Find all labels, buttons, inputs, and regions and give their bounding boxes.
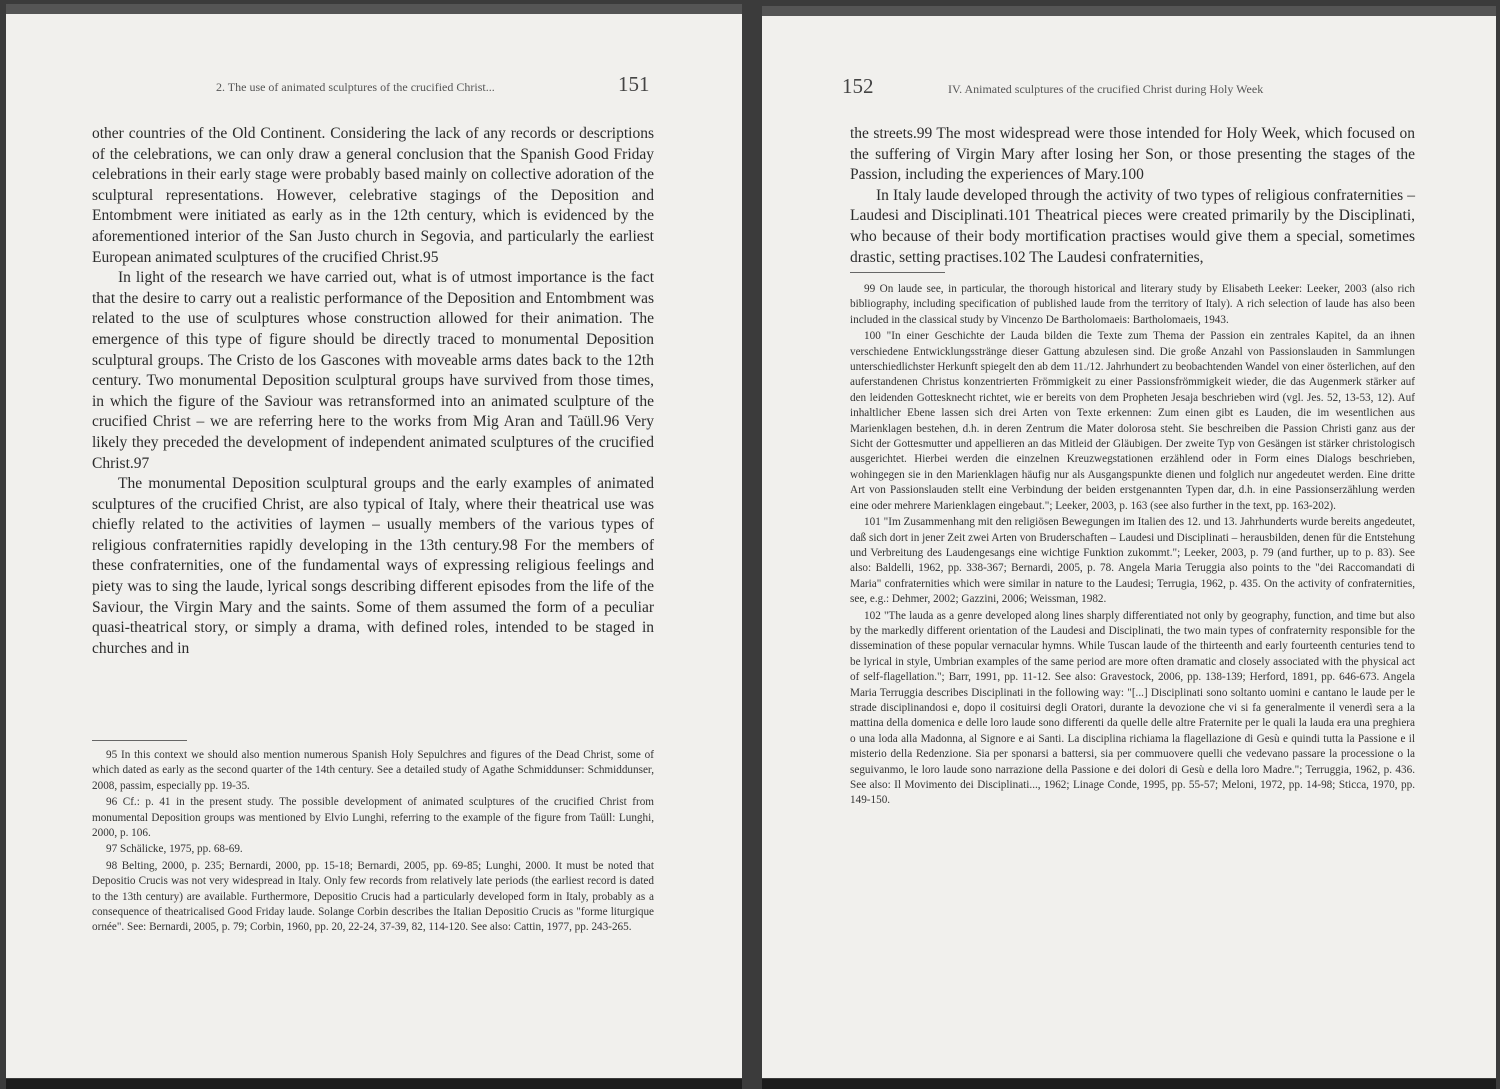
page-number: 151 (618, 72, 650, 96)
paragraph: The monumental Deposition sculptural groups and the early examples of animated sculptures of the crucified Christ, are also typical of Italy, where their theatrical use was chiefly related to the activities of laymen – usually members of the various types of religious confraternities rapidly developing in the 13th century.98 For the members of these confraternities, one of the fundamental ways of expressing religious feelings and piety was to sing the laude, lyrical songs describing different episodes from the life of the Saviour, the Virgin Mary and the saints. Some of them assumed the form of a peculiar quasi-theatrical story, or simply a drama, with defined roles, intended to be staged in churches and in (92, 475, 654, 657)
paragraph: the streets.99 The most widespread were those intended for Holy Week, which focused on the suffering of Virgin Mary after losing her Son, or those presenting the stages of the Passion, including the experiences of Mary.100 (850, 125, 1415, 184)
main-text (850, 124, 1415, 268)
paragraph: In light of the research we have carried out, what is of utmost importance is the fact that the desire to carry out a realistic performance of the Deposition and Entombment was related to the use of sculptures whose construction allowed for their animation. The emergence of this type of figure should be directly traced to monumental Deposition sculptural groups. The Cristo de los Gascones with moveable arms dates back to the 12th century. Two monumental Deposition sculptural groups have survived from those times, in which the figure of the Saviour was retransformed into an animated sculpture of the crucified Christ – we are referring here to the works from Mig Aran and Taüll.96 Very likely they preceded the development of independent animated sculptures of the crucified Christ.97 (92, 269, 654, 472)
paragraph: other countries of the Old Continent. Considering the lack of any records or descriptions of the celebrations, we can only draw a general conclusion that the Spanish Good Friday celebrations in their early stage were probably based mainly on collective adoration of the sculptural representations. However, celebrative stagings of the Deposition and Entombment were initiated as early as in the 12th century, which is evidenced by the aforementioned interior of the San Justo church in Segovia, and particularly the earliest European animated sculptures of the crucified Christ.95 (92, 125, 654, 266)
footnote: 99 On laude see, in particular, the thorough historical and literary study by Elisabeth Leeker: Leeker, 2003 (also rich bibliography, including specification of published laude from the territory of Italy). A rich selection of laude has also been included in the classical study by Vincenzo De Bartholomaeis: Bartholomaeis, 1943. (850, 283, 1415, 326)
footnote: 98 Belting, 2000, p. 235; Bernardi, 2000, pp. 15-18; Bernardi, 2005, pp. 69-85; Lunghi, 2000. It must be noted that Depositio Crucis was not very widespread in Italy. Only few records from relatively late periods (the earliest record is dated to the 13th century) are available. Furthermore, Depositio Crucis had a particularly developed form in Italy, probably as a consequence of theatricalised Good Friday laude. Solange Corbin describes the Italian Depositio Crucis as "forme liturgique ornée". See: Bernardi, 2005, p. 79; Corbin, 1960, pp. 20, 22-24, 37-39, 82, 114-120. See also: Cattin, 1977, pp. 243-265. (92, 859, 654, 934)
footnote: 96 Cf.: p. 41 in the present study. The possible development of animated sculptures of the crucified Christ from monumental Deposition groups was mentioned by Elvio Lunghi, referring to the example of the figure from Taüll: Lunghi, 2000, p. 106. (92, 796, 654, 840)
footnote-rule (92, 740, 187, 741)
main-text (92, 124, 654, 659)
page-edge-shadow (762, 1079, 1496, 1089)
footnote: 101 "Im Zusammenhang mit den religiösen Bewegungen im Italien des 12. und 13. Jahrhunderts wurde bereits angedeutet, daß sich dort in jener Zeit zwei Arten von Bruderschaften – Laudesi und Disciplinati – herausbilden, denen für die Entstehung und Verbreitung des Laudengesangs eine wichtige Funktion zukommt."; Leeker, 2003, p. 79 (and further, up to p. 83). See also: Baldelli, 1962, pp. 338-367; Bernardi, 2005, p. 78. Angela Maria Teruggia also points to the "dei Raccomandati di Maria" confraternities which were similar in nature to the Laudesi; Terrugia, 1962, p. 435. On the activity of confraternities, see, e.g.: Dehmer, 2002; Gazzini, 2006; Weissman, 1982. (850, 516, 1415, 606)
right-page (762, 16, 1496, 1078)
footnote: 97 Schälicke, 1975, pp. 68-69. (106, 843, 243, 856)
page-edge-shadow (6, 4, 742, 14)
paragraph: In Italy laude developed through the activity of two types of religious confraternities – Laudesi and Disciplinati.101 Theatrical pieces were created primarily by the Disciplinati, who because of their body mortification practises would give them a special, sometimes drastic, setting practises.102 The Laudesi confraternities, (850, 186, 1415, 266)
left-page (6, 14, 742, 1078)
footnotes (850, 282, 1415, 810)
running-head: IV. Animated sculptures of the crucified Christ during Holy Week (948, 82, 1264, 96)
page-edge-shadow (762, 6, 1496, 16)
footnote: 95 In this context we should also mention numerous Spanish Holy Sepulchres and figures of the Dead Christ, some of which dated as early as the second quarter of the 14th century. See a detailed study of Agathe Schmiddunser: Schmiddunser, 2008, passim, especially pp. 19-35. (92, 749, 654, 792)
page-edge-shadow (6, 1079, 742, 1089)
footnote-rule (850, 272, 945, 273)
page-number: 152 (842, 74, 874, 98)
footnote: 100 "In einer Geschichte der Lauda bilden die Texte zum Thema der Passion ein zentrales Kapitel, da an ihnen verschiedene Entwicklungsstränge dieser Gattung abzulesen sind. Die große Anzahl von Passionslauden in Sammlungen unterschiedlichster Herkunft spiegelt den ab dem 11./12. Jahrhundert zu beobachtenden Wandel von einer österlichen, auf den auferstandenen Christus konzentrierten Frömmigkeit zu einer Passionsfrömmigkeit wieder, die das Augenmerk stärker auf den leidenden Gottesknecht richtet, wie er bereits von dem Propheten Jesaja beschrieben wird (vgl. Jes. 52, 13-53, 12). Auf inhaltlicher Ebene lassen sich drei Arten von Texte erkennen: Zum einen gibt es Lauden, die im wesentlichen aus Marienklagen bestehen, d.h. in deren Zentrum die Mater dolorosa steht. Sie beschreiben die Passion Christi ganz aus der Sicht der Gottesmutter und appellieren an das Mitleid der Gläubigen. Der zweite Typ von Gesängen ist stärker christologisch ausgerichtet. Hierbei werden die einzelnen Kreuzwegstationen erzählend oder in Form eines Dialogs beschrieben, wohingegen sie in den Marienklagen häufig nur als Ausgangspunkte dienen und folglich nur angedeutet werden. Eine dritte Art von Passionslauden stellt eine Verbindung der beiden erstgenannten Typen dar, d.h. in eine Passionserzählung werden eine oder mehrere Marienklagen eingebaut."; Leeker, 2003, p. 163 (see also further in the text, pp. 163-202). (850, 330, 1415, 512)
footnotes (92, 748, 654, 937)
running-head: 2. The use of animated sculptures of the crucified Christ... (216, 80, 495, 94)
footnote: 102 "The lauda as a genre developed along lines sharply differentiated not only by geography, function, and time but also by the markedly different orientation of the Laudesi and Disciplinati, the two main types of confraternity responsible for the dissemination of these popular vernacular hymns. While Tuscan laude of the thirteenth and early fourteenth centuries tend to be lyrical in style, Umbrian examples of the same period are more often dramatic and closely associated with the physical act of self-flagellation."; Barr, 1991, pp. 11-12. See also: Gravestock, 2006, pp. 138-139; Herford, 1891, pp. 646-673. Angela Maria Terruggia describes Disciplinati in the following way: "[...] Disciplinati sono soltanto uomini e cantano le laude per le strade disciplinandosi e, dopo il cosituirsi degli Oratori, durante la devozione che vi si fa generalmente il venerdì sera a la mattina della domenica e delle loro laude sono differenti da quelle delle altre Fraternite per le quali la lauda era una preghiera o una loda alla Madonna, al Signore e ai Santi. La disciplina richiama la flagellazione di Gesù e quindi tutta la Passione e il misterio della Redenzione. Sia per sponarsi a battersi, sia per commuovere quelli che vedevano passare la processione o la seguivanmo, le loro laude sono narrazione della Passione e dei dolori di Gesù e della loro Madre."; Terruggia, 1962, p. 436. See also: Il Movimento dei Disciplinati..., 1962; Linage Conde, 1995, pp. 55-57; Meloni, 1972, pp. 14-98; Sticca, 1970, pp. 149-150. (850, 609, 1415, 807)
